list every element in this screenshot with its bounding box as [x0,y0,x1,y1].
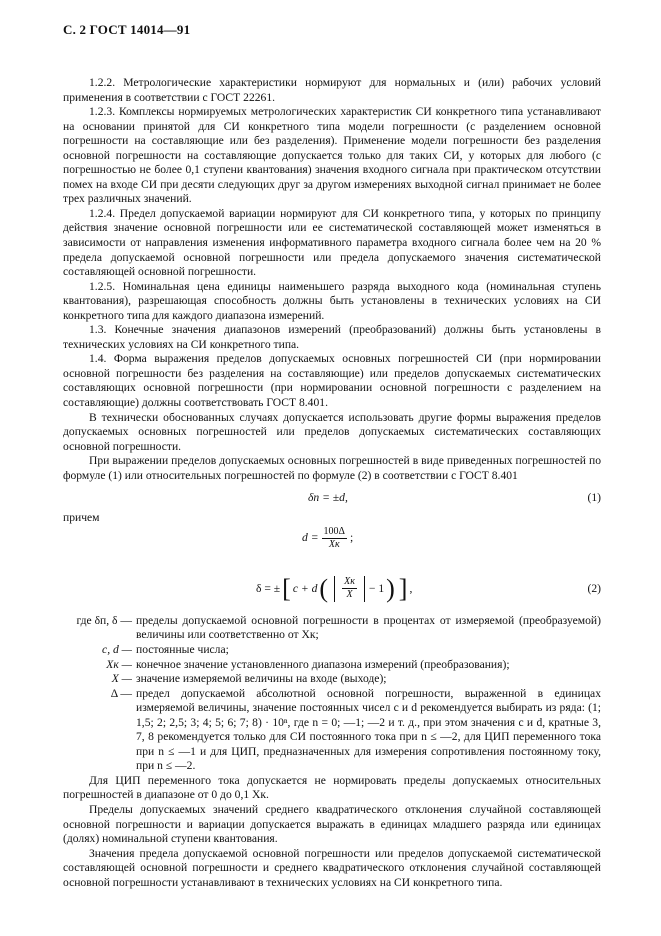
definition-symbol: c, d — [102,642,132,656]
definition-item [63,643,601,658]
definition-text: конечное значение установленного диапазона измерений (преобразования); [136,657,510,671]
paragraph-other-forms: В технически обоснованных случаях допускается использовать другие формы выражения пределов допускаемых основных погрешностей или пределов допускаемых систематических составляющих основной погрешности. [63,410,601,453]
formula-2-tail: , [409,581,413,595]
paragraph-acip-note: Для ЦИП переменного тока допускается не нормировать пределы допускаемых относительных погрешностей в диапазоне от 0 до 0,1 Xк. [63,773,601,802]
document-body [63,76,601,890]
formula-2-close-bracket: ] [398,573,408,603]
prichem-label: причем [63,511,100,525]
formula-1 [63,487,601,509]
formula-d-tail: ; [349,531,354,545]
paragraph-1-2-3: 1.2.3. Комплексы нормируемых метрологических характеристик СИ конкретного типа устанавливают на основании принятой для СИ конкретного типа модели погрешности (с разделением основной погрешности на составляющие или без разделения). Применение модели погрешности без разделения основной погрешности на составляющие допускается только для таких СИ, у которых для любого (с погрешностью не более 0,1 ступени квантования) значения входного сигнала при практическом отсутствии помех на входе СИ при десяти следующих друг за другом измерениях выходной сигнал принимает не более трех различных значений. [63,105,601,206]
definition-symbol: X — [111,672,132,686]
formula-2-cd: c + d [292,581,318,595]
formula-2-abs [334,576,365,602]
definition-symbol: Xк — [106,657,132,671]
formula-d-numerator: 100Δ [323,525,345,537]
formula-2-ratio [342,576,357,601]
formula-d [63,526,601,570]
formula-2-abs-num: Xк [344,576,355,588]
formula-2-number: (2) [587,581,601,595]
definition-text: постоянные числа; [136,642,229,656]
formula-d-denominator: Xк [328,538,340,550]
formula-2-abs-den: X [346,589,353,601]
paragraph-formula-intro: При выражении пределов допускаемых основных погрешностей в виде приведенных погрешностей по формуле (1) или относительных погрешностей по формуле (2) в соответствии с ГОСТ 8.401 [63,454,601,482]
formula-2-minus: − 1 [368,581,385,595]
formula-d-fraction [322,526,347,551]
paragraph-1-2-2: 1.2.2. Метрологические характеристики нормируют для нормальных и (или) рабочих условий применения в соответствии с ГОСТ 22261. [63,76,601,104]
formula-d-lhs: d = [302,531,319,545]
page-header: С. 2 ГОСТ 14014—91 [63,22,191,37]
paragraph-1-3: 1.3. Конечные значения диапазонов измерений (преобразований) должны быть установлены в технических условиях на СИ конкретного типа. [63,323,601,351]
formula-2-lhs: δ = ± [256,581,281,595]
formula-2 [63,570,601,614]
definition-symbol: Δ — [110,686,132,700]
formula-2-open-bracket: [ [282,573,291,603]
definition-item [63,614,601,643]
definition-text: значение измеряемой величины на входе (выходе); [136,672,387,686]
paragraph-1-2-4: 1.2.4. Предел допускаемой вариации нормируют для СИ конкретного типа, у которых по принципу действия значение основной погрешности или ее систематической составляющей может изменяться в зависимости от направления изменения информативного параметра входного сигнала более чем на 20 % предела допускаемой основной погрешности или предела допускаемого значения систематической составляющей основной погрешности. [63,206,601,279]
formula-1-number: (1) [587,491,601,505]
formula-1-expression: δп = ±d, [308,491,348,505]
definitions-list [63,614,601,774]
paragraph-1-2-5: 1.2.5. Номинальная цена единицы наименьшего разряда выходного кода (номинальная ступень квантования), разрешающая способность должны быть установлены в технических условиях на СИ конкретного типа для каждого диапазона измерений. [63,279,601,322]
paragraph-sko-limits: Пределы допускаемых значений среднего квадратического отклонения случайной составляющей основной погрешности и вариации допускается выражать в единицах младшего разряда или единицах (долях) номинальной ступени квантования. [63,802,601,846]
definition-item [63,672,601,687]
formula-2-close-paren: ) [386,573,395,603]
definition-item [63,687,601,774]
definition-text: предел допускаемой абсолютной основной погрешности, выраженной в единицах измеряемой величины, значение постоянных чисел c и d рекомендуется выбирать из ряда: (1; 1,5; 2; 2,5; 3; 4; 5; 6; 7; 8) · 10ⁿ, где n = 0; —1; —2 и т. д., при этом значения c и d, кратные 3, 7, 8 рекомендуется только для СИ постоянного тока при n ≤ —2, для ЦИП переменного тока при n ≤ —1 и для ЦИП, предназначенных для измерения сопротивления постоянному току, при n ≤ —2. [136,686,601,773]
formula-2-open-paren: ( [319,573,329,603]
definition-text: пределы допускаемой основной погрешности в процентах от измеряемой (преобразуемой) величины или соответственно от Xк; [136,613,601,642]
definition-symbol: где δп, δ — [76,613,132,627]
definition-item [63,658,601,673]
paragraph-1-4: 1.4. Форма выражения пределов допускаемых основных погрешностей СИ (при нормировании основной погрешности без разделения на составляющие) или пределов допускаемых систематических составляющих основной погрешности (при нормировании основной погрешности с разделением на составляющие) должны соответствовать ГОСТ 8.401. [63,352,601,410]
paragraph-values-tech-conditions: Значения предела допускаемой основной погрешности или пределов допускаемой систематической составляющей основной погрешности и среднего квадратического отклонения случайной составляющей основной погрешности устанавливают в технических условиях на СИ конкретного типа. [63,846,601,889]
